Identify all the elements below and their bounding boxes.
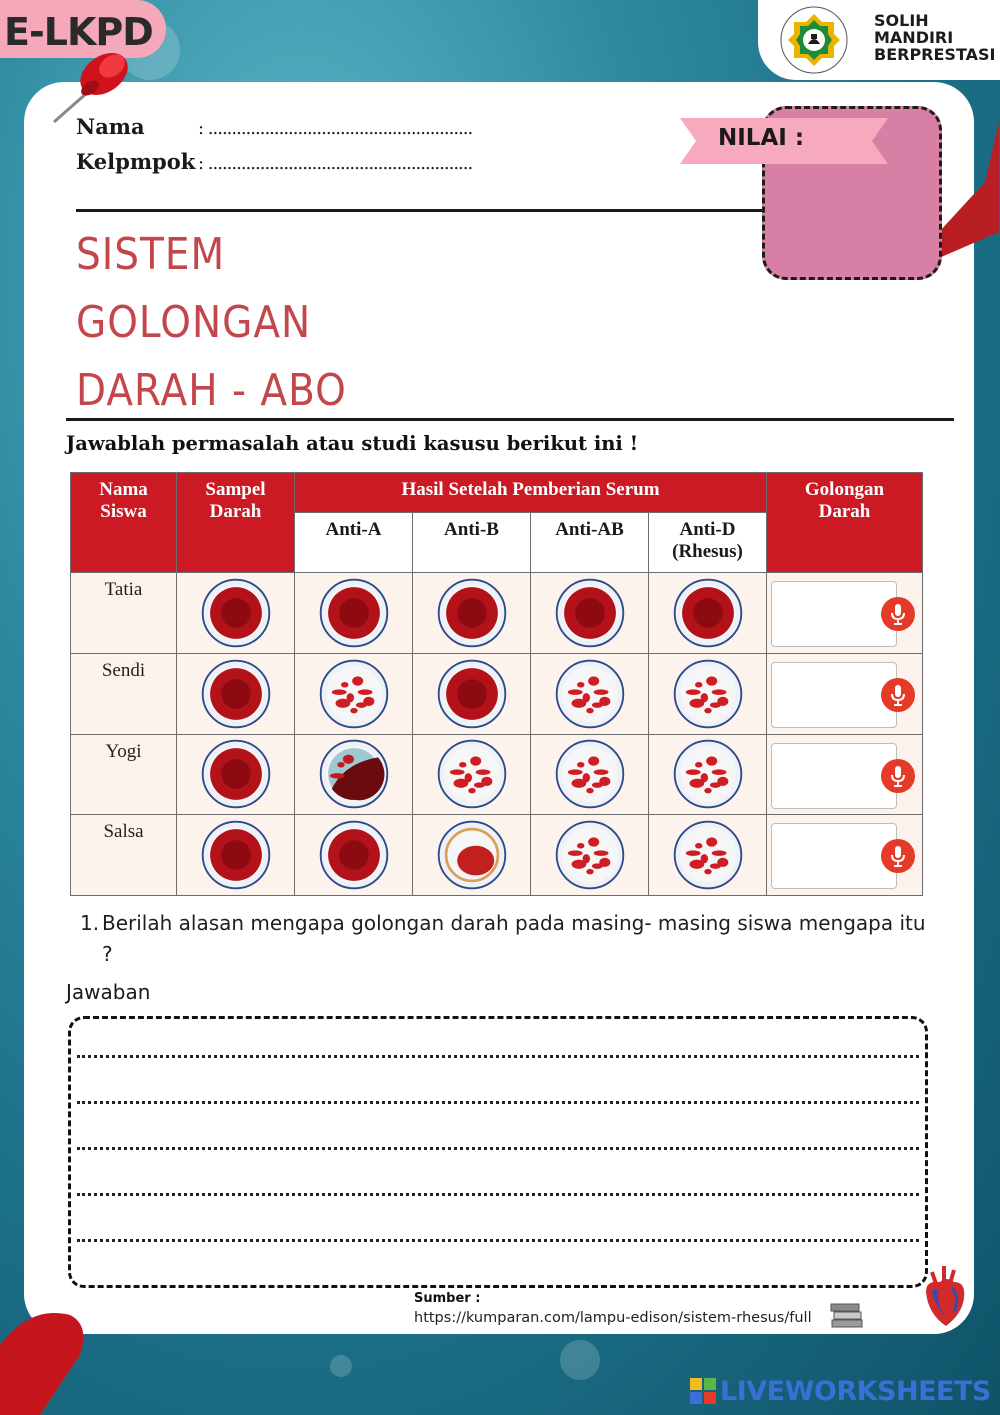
question-1 (80, 908, 930, 970)
group-row (76, 149, 472, 174)
blood-group-input[interactable] (771, 581, 897, 647)
blood-group-input[interactable] (771, 823, 897, 889)
serum-result-cell (531, 815, 649, 896)
microphone-icon (889, 845, 907, 867)
school-seal-logo (770, 4, 858, 76)
blood-dish-smooth (199, 657, 273, 731)
blood-dish-clumped (435, 737, 509, 811)
name-row (76, 114, 472, 139)
source-url: https://kumparan.com/lampu-edison/sistem-rhesus/full (414, 1310, 812, 1326)
header-anti-ab: Anti-AB (531, 513, 649, 573)
blood-group-answer-cell (767, 653, 923, 734)
microphone-icon (889, 684, 907, 706)
blood-dish-smooth (317, 818, 391, 892)
red-corner-decoration (935, 82, 999, 258)
liveworksheets-wordmark: LIVEWORKSHEETS (720, 1375, 991, 1407)
answer-line[interactable] (77, 1055, 919, 1058)
blood-dish-smooth (199, 576, 273, 650)
sample-cell (177, 815, 295, 896)
serum-result-cell (295, 573, 413, 654)
student-name: Tatia (71, 573, 177, 654)
answer-line[interactable] (77, 1101, 919, 1104)
blood-dish-smooth (671, 576, 745, 650)
answer-area[interactable] (68, 1016, 928, 1288)
serum-result-cell (649, 734, 767, 815)
header-text: Sampel (205, 479, 266, 500)
question-text: Berilah alasan mengapa golongan darah pada masing- masing siswa mengapa itu ? (102, 911, 926, 966)
blood-dish-clumped (553, 737, 627, 811)
divider (76, 209, 762, 212)
header-text: Darah (209, 501, 262, 522)
question-number: 1. (80, 911, 100, 935)
source-label: Sumber : (414, 1291, 481, 1306)
table-row (71, 734, 923, 815)
blood-dish-clumped (553, 818, 627, 892)
header-anti-d (649, 513, 767, 573)
group-field[interactable]: : ........................................................ (198, 153, 473, 174)
header-blood-sample (177, 473, 295, 573)
blood-group-input[interactable] (771, 743, 897, 809)
blood-dish-smooth (435, 576, 509, 650)
student-name: Yogi (71, 734, 177, 815)
books-icon (830, 1300, 864, 1330)
sample-cell (177, 653, 295, 734)
serum-result-cell (531, 573, 649, 654)
logo-block (704, 1392, 716, 1404)
serum-result-cell (413, 815, 531, 896)
brand-line: MANDIRI (874, 28, 954, 47)
name-label: Nama (76, 114, 145, 139)
serum-result-cell (295, 734, 413, 815)
blood-group-input[interactable] (771, 662, 897, 728)
serum-result-cell (413, 734, 531, 815)
blood-dish-smooth (317, 576, 391, 650)
blood-type-table (70, 472, 923, 896)
blood-dish-clumped (671, 657, 745, 731)
header-text: (Rhesus) (672, 541, 743, 562)
blood-dish-smooth (435, 657, 509, 731)
blood-dish-clumped (671, 818, 745, 892)
background-bubble (330, 1355, 352, 1377)
blood-dish-clumped (317, 657, 391, 731)
table-row (71, 815, 923, 896)
group-label: Kelpmpok (76, 149, 196, 174)
table-row (71, 653, 923, 734)
blood-dish-clumped (553, 657, 627, 731)
serum-result-cell (531, 734, 649, 815)
logo-block (690, 1392, 702, 1404)
serum-result-cell (413, 653, 531, 734)
header-anti-a: Anti-A (295, 513, 413, 573)
liveworksheets-mark (690, 1378, 716, 1404)
header-blood-group (767, 473, 923, 573)
serum-result-cell (649, 573, 767, 654)
student-name: Salsa (71, 815, 177, 896)
serum-result-cell (413, 573, 531, 654)
blood-dish-pool (435, 818, 509, 892)
brand-motto (874, 12, 995, 63)
header-text: Anti-D (679, 519, 736, 540)
serum-result-cell (531, 653, 649, 734)
serum-result-cell (295, 653, 413, 734)
school-brand (758, 0, 1000, 80)
table-row (71, 573, 923, 654)
header-serum-result: Hasil Setelah Pemberian Serum (295, 473, 767, 513)
title-line: SISTEM (76, 230, 226, 281)
microphone-button[interactable] (881, 759, 915, 793)
microphone-icon (889, 603, 907, 625)
lkpd-tab: E-LKPD (0, 0, 166, 58)
heart-anatomy-icon (918, 1264, 972, 1328)
title-line: GOLONGAN (76, 298, 312, 349)
answer-label: Jawaban (66, 980, 151, 1004)
background-bubble (560, 1340, 600, 1380)
blood-group-answer-cell (767, 734, 923, 815)
logo-block (704, 1378, 716, 1390)
header-text: Darah (818, 501, 871, 522)
liveworksheets-logo (690, 1374, 991, 1408)
blood-dish-smooth (199, 737, 273, 811)
blood-dish-clumped (671, 737, 745, 811)
score-label: NILAI : (718, 125, 805, 151)
brand-line: SOLIH (874, 11, 929, 30)
blood-dish-smooth (553, 576, 627, 650)
serum-result-cell (649, 815, 767, 896)
brand-line: BERPRESTASI (874, 45, 996, 64)
microphone-icon (889, 765, 907, 787)
red-corner-decoration (0, 1305, 90, 1415)
title-line: DARAH - ABO (76, 366, 347, 417)
blood-group-answer-cell (767, 815, 923, 896)
sample-cell (177, 734, 295, 815)
header-anti-b: Anti-B (413, 513, 531, 573)
answer-line[interactable] (77, 1147, 919, 1150)
header-student-name (71, 473, 177, 573)
microphone-button[interactable] (881, 839, 915, 873)
header-text: Golongan (804, 479, 885, 500)
header-text: Siswa (100, 501, 147, 522)
answer-line[interactable] (77, 1193, 919, 1196)
divider (66, 418, 954, 421)
blood-dish-half (317, 737, 391, 811)
instruction-text: Jawablah permasalah atau studi kasusu berikut ini ! (66, 432, 639, 455)
student-name: Sendi (71, 653, 177, 734)
microphone-button[interactable] (881, 597, 915, 631)
blood-dish-smooth (199, 818, 273, 892)
serum-result-cell (295, 815, 413, 896)
logo-block (690, 1378, 702, 1390)
serum-result-cell (649, 653, 767, 734)
answer-line[interactable] (77, 1239, 919, 1242)
name-field[interactable]: : ........................................................ (198, 118, 473, 139)
sample-cell (177, 573, 295, 654)
microphone-button[interactable] (881, 678, 915, 712)
blood-group-answer-cell (767, 573, 923, 654)
header-text: Nama (99, 479, 148, 500)
